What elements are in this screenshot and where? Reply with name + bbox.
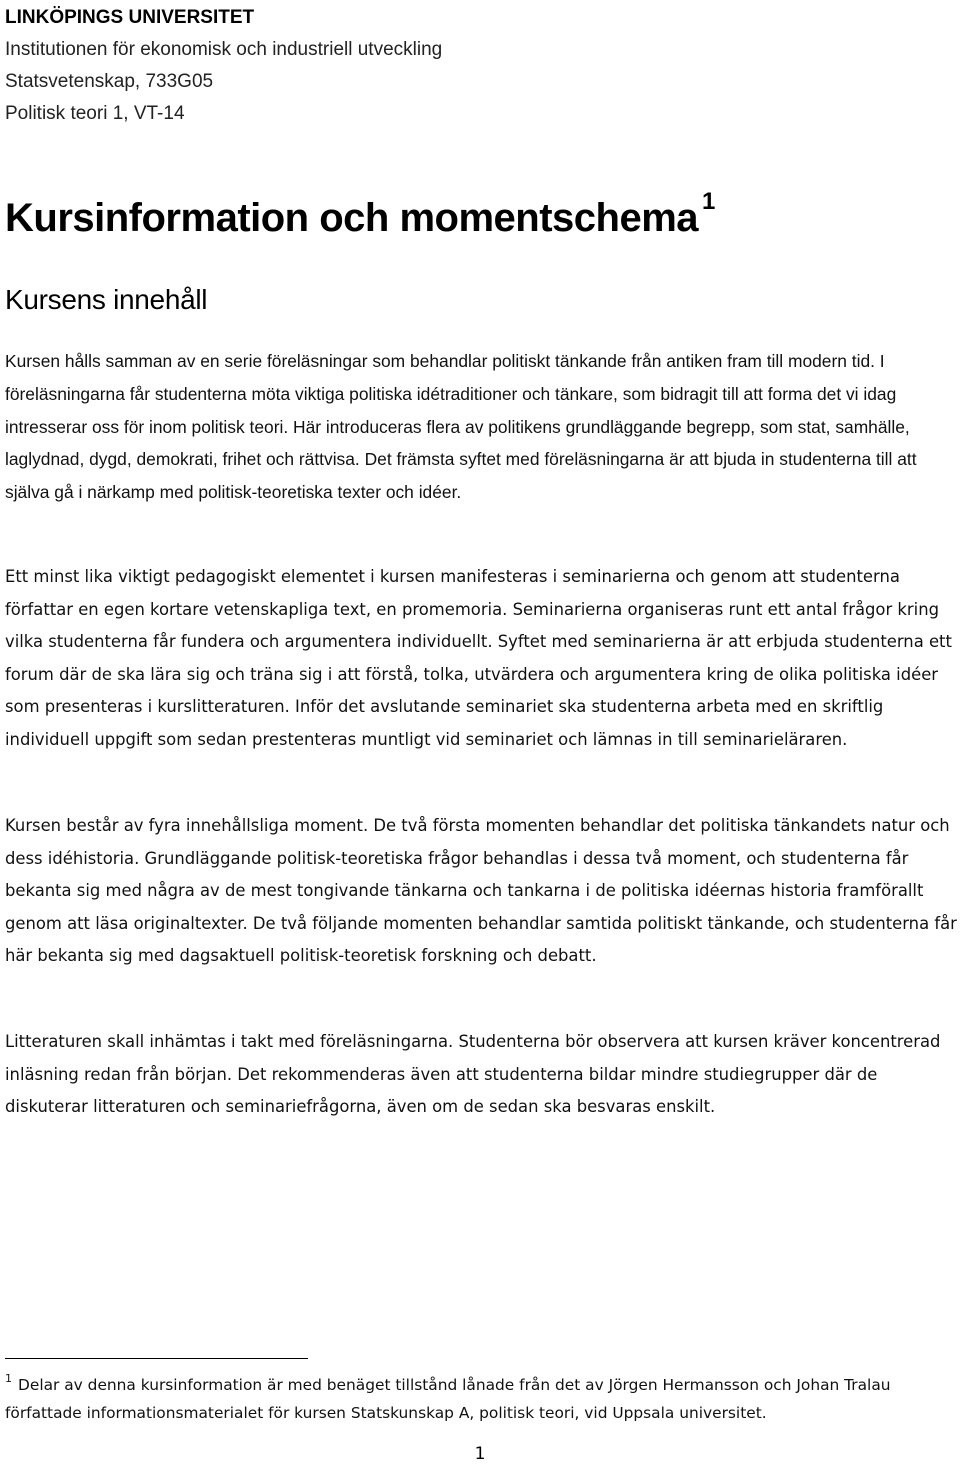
footnote-divider bbox=[5, 1358, 308, 1359]
document-title-text: Kursinformation och momentschema bbox=[5, 196, 699, 240]
footnote-text: Delar av denna kursinformation är med benäget tillstånd lånade från det av Jörgen Hermansson och Johan Tralau författade informationsmaterialet för kursen Statskunskap A, politisk teori, vid Uppsala universitet. bbox=[5, 1376, 891, 1422]
paragraph-text: Kursen består av fyra innehållsliga moment. De två första momenten behandlar det politiska tänkandets natur och dess idéhistoria. Grundläggande politisk-teoretiska frågor behandlas i dessa två moment, och studenterna får bekanta sig med några av de mest tongivande tänkarna och tankarna i de politiska idéernas historia framförallt genom att läsa originaltexter. De två följande momenten behandlar samtida politiskt tänkande, och studenterna får här bekanta sig med dagsaktuell politisk-teoretisk forskning och debatt. bbox=[5, 816, 957, 966]
document-title bbox=[5, 188, 715, 248]
paragraph-text: Kursen hålls samman av en serie föreläsningar som behandlar politiskt tänkande från antiken fram till modern tid. I föreläsningarna får studenterna möta viktiga politiska idétraditioner och tänkare, som bidragit till att forma det vi idag intresserar oss för inom politisk teori. Här introduceras flera av politikens grundläggande begrepp, som stat, samhälle, laglydnad, dygd, demokrati, frihet och rättvisa. Det främsta syftet med föreläsningarna är att bjuda in studenterna till att själva gå i närkamp med politisk-teoretiska texter och idéer. bbox=[5, 351, 917, 503]
body-paragraph-3 bbox=[5, 810, 957, 973]
page-number: 1 bbox=[474, 1444, 486, 1464]
body-paragraph-4 bbox=[5, 1026, 957, 1124]
document-page bbox=[5, 0, 955, 1466]
body-paragraph-2 bbox=[5, 561, 957, 757]
paragraph-text: Ett minst lika viktigt pedagogiskt elementet i kursen manifesteras i seminarierna och genom att studenterna författar en egen kortare vetenskapliga text, en promemoria. Seminarierna organiseras runt ett antal frågor kring vilka studenterna får fundera och argumentera individuellt. Syftet med seminarierna är att erbjuda studenterna ett forum där de ska lära sig och träna sig i att förstå, tolka, utvärdera och argumentera kring de olika politiska idéer som presenteras i kurslitteraturen. Inför det avslutande seminariet ska studenterna arbeta med en skriftlig individuell uppgift som sedan prestenteras muntligt vid seminariet och lämnas in till seminarieläraren. bbox=[5, 567, 952, 749]
body-paragraph-1 bbox=[5, 345, 957, 509]
title-footnote-ref: 1 bbox=[702, 188, 715, 215]
footnote bbox=[5, 1371, 957, 1427]
paragraph-text: Litteraturen skall inhämtas i takt med föreläsningarna. Studenterna bör observera att kursen kräver koncentrerad inläsning redan från början. Det rekommenderas även att studenterna bildar mindre studiegrupper där de diskuterar litteraturen och seminariefrågorna, även om de sedan ska besvaras enskilt. bbox=[5, 1032, 941, 1117]
section-heading: Kursens innehåll bbox=[5, 284, 208, 315]
university-name: LINKÖPINGS UNIVERSITET bbox=[5, 7, 255, 28]
course-name: Politisk teori 1, VT-14 bbox=[5, 103, 185, 124]
document-header bbox=[5, 2, 442, 130]
department-name: Institutionen för ekonomisk och industriell utveckling bbox=[5, 39, 443, 60]
course-code: Statsvetenskap, 733G05 bbox=[5, 71, 214, 92]
footnote-marker: 1 bbox=[5, 1372, 12, 1385]
